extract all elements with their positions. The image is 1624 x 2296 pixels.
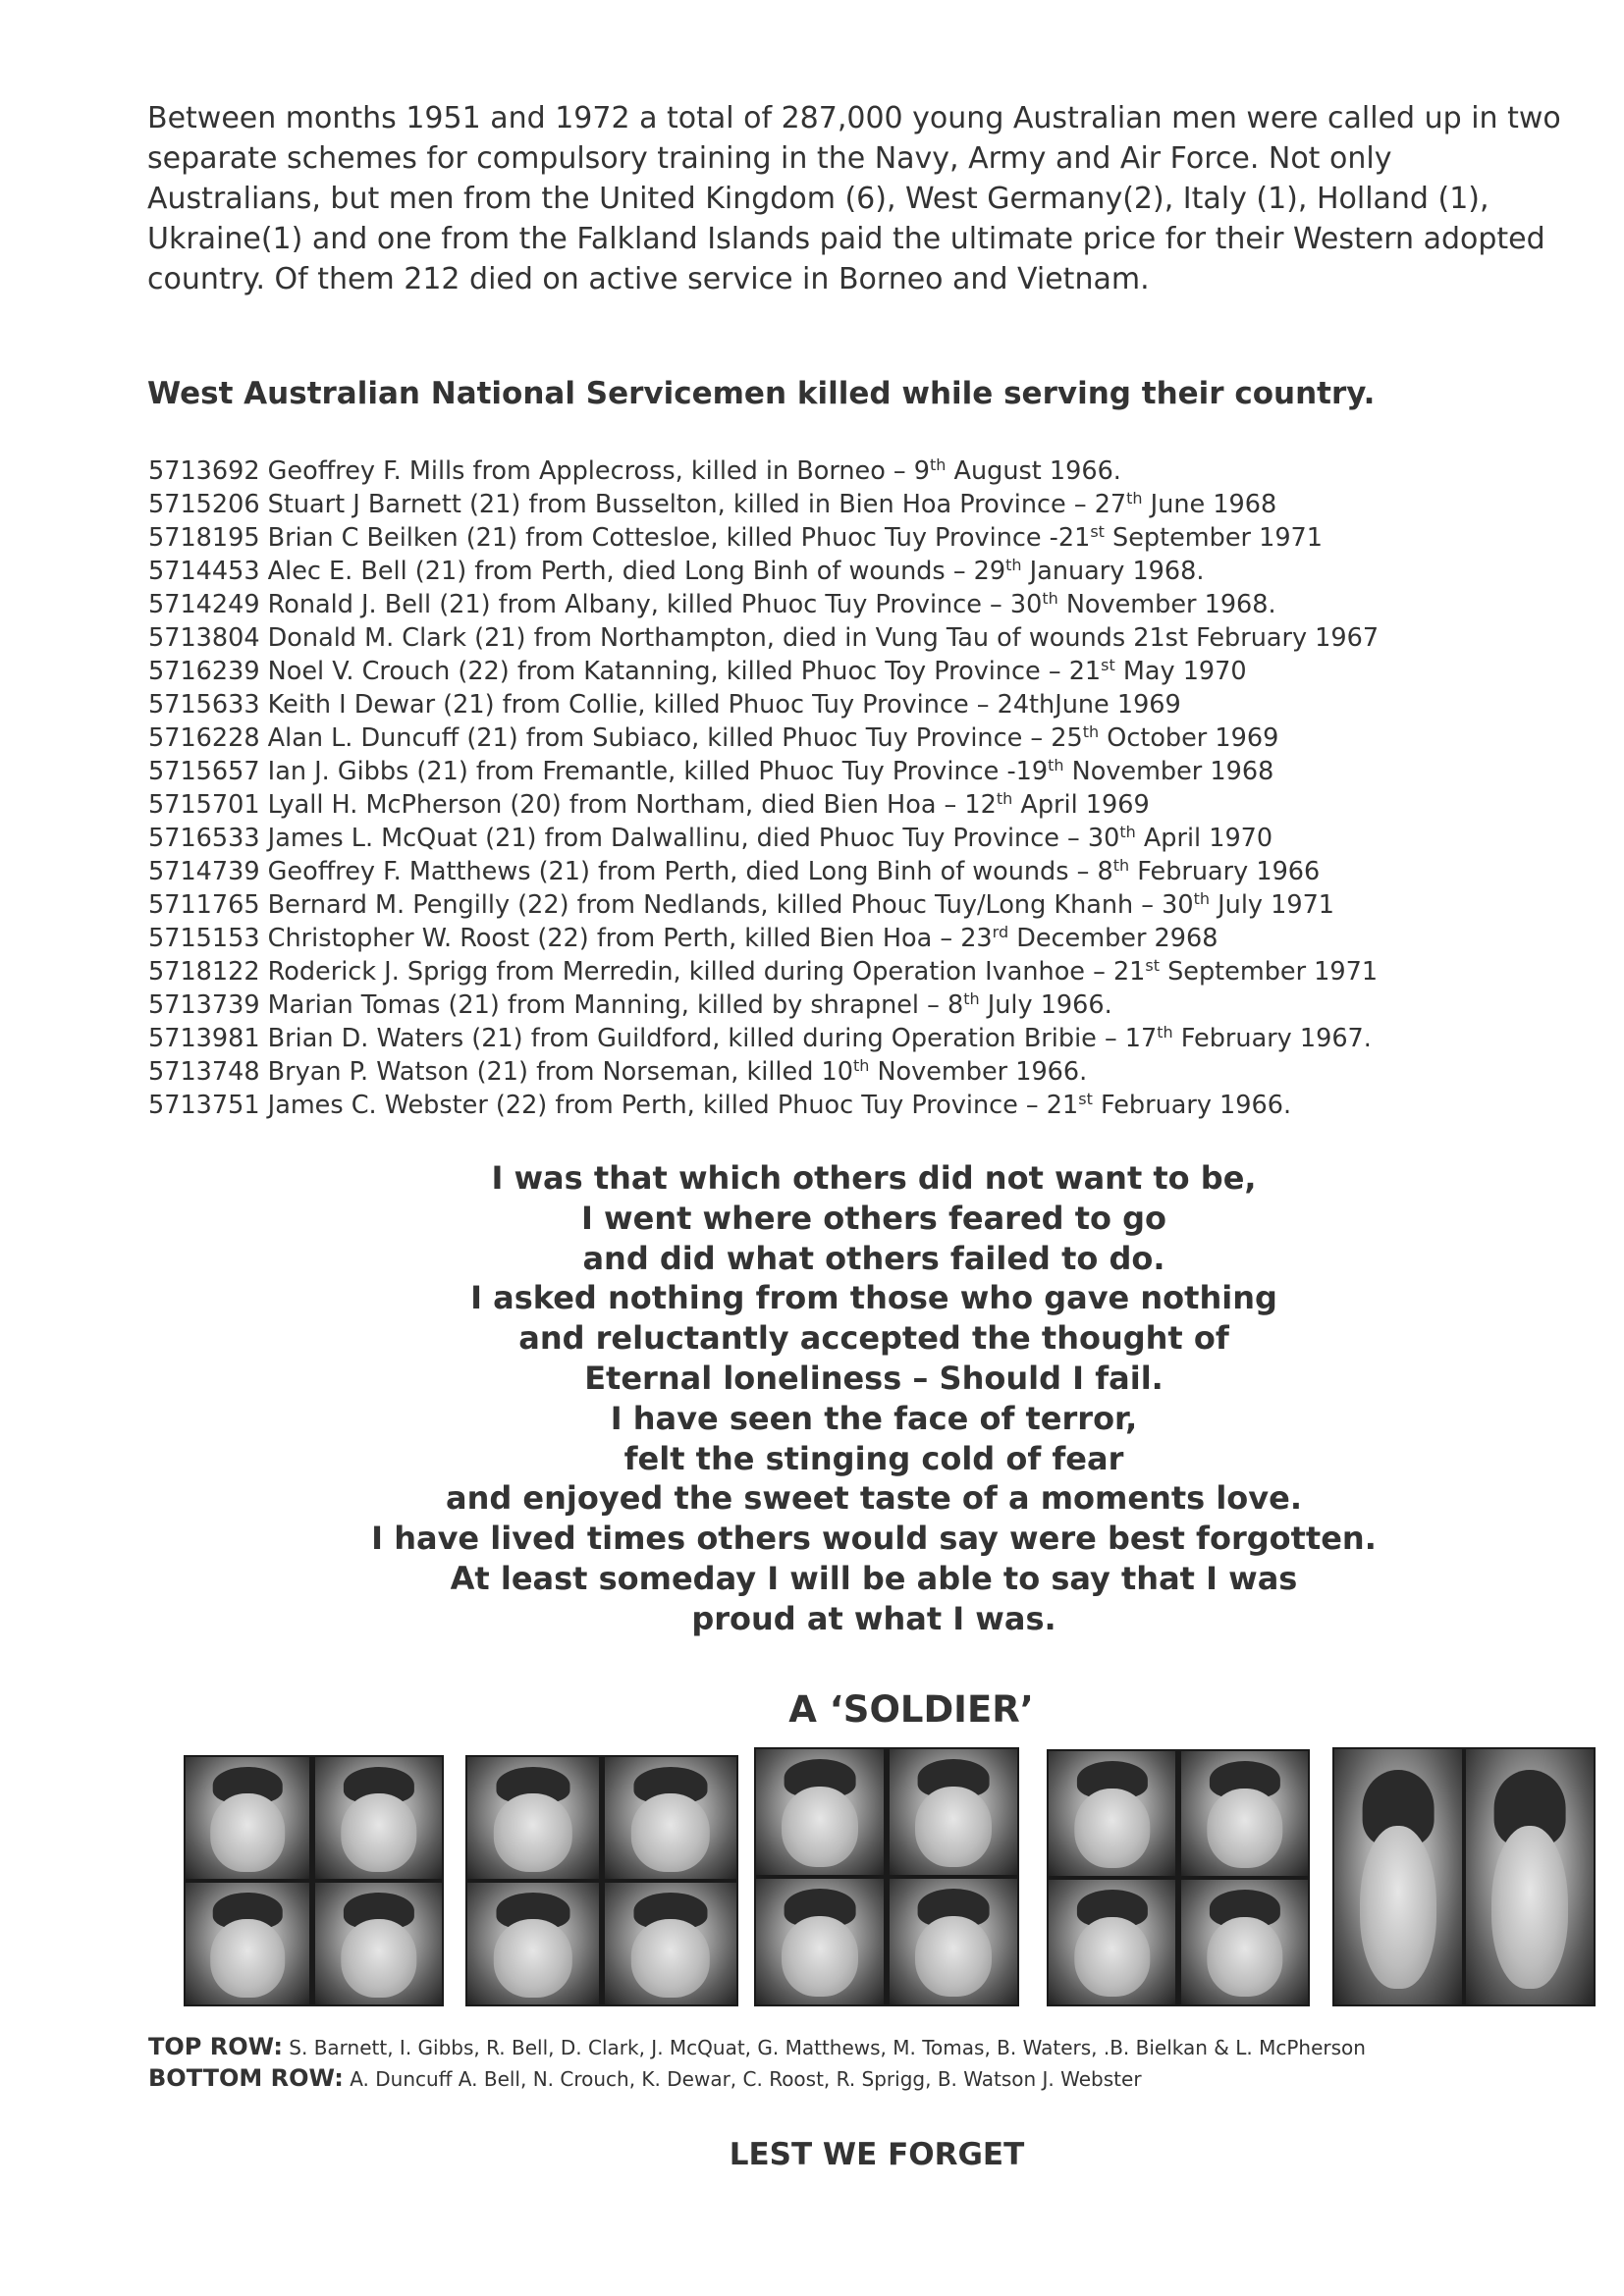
portrait-photo [890,1879,1017,2004]
poem-line: and did what others failed to do. [582,1239,1165,1277]
caption-label: BOTTOM ROW: [148,2064,344,2092]
roll-entry: 5715153 Christopher W. Roost (22) from Perth, killed Bien Hoa – 23rd December 2968 [148,923,1218,953]
poem-line: At least someday I will be able to say that I was [450,1559,1298,1597]
poem [0,1158,1624,1639]
poem-line: and reluctantly accepted the thought of [518,1319,1229,1358]
poem-title: A ‘SOLDIER’ [788,1688,1034,1731]
section-heading: West Australian National Servicemen killed while serving their country. [147,376,1376,411]
poem-line: I asked nothing from those who gave nothing [470,1279,1277,1317]
portrait-gallery [0,1739,1624,2024]
top-row-caption [148,2033,1366,2060]
portrait-photo [315,1883,442,2004]
poem-line: I was that which others did not want to be, [491,1159,1257,1197]
servicemen-roll [148,454,1582,1122]
portrait-photo [315,1757,442,1879]
roll-entry: 5716533 James L. McQuat (21) from Dalwallinu, died Phuoc Tuy Province – 30th April 1970 [148,823,1273,853]
portrait-photo [1181,1880,1308,2004]
poem-line: I went where others feared to go [581,1199,1166,1237]
caption-label: TOP ROW: [148,2033,283,2060]
closing-line: LEST WE FORGET [729,2137,1025,2172]
portrait-photo [1049,1880,1175,2004]
portrait-photo [1466,1749,1594,2004]
roll-entry: 5713751 James C. Webster (22) from Perth, killed Phuoc Tuy Province – 21st February 1966. [148,1090,1292,1120]
portrait-photo [467,1757,599,1879]
portrait-photo [1049,1751,1175,1876]
portrait-photo [605,1883,736,2004]
photo-group-4 [1047,1749,1310,2006]
portrait-photo [890,1749,1017,1875]
poem-line: Eternal loneliness – Should I fail. [584,1359,1164,1397]
poem-line: I have seen the face of terror, [610,1399,1138,1437]
portrait-photo [186,1757,309,1879]
poem-line: proud at what I was. [691,1599,1056,1637]
photo-group-1 [184,1755,444,2006]
roll-entry: 5715206 Stuart J Barnett (21) from Busselton, killed in Bien Hoa Province – 27th June 1968 [148,489,1277,519]
roll-entry: 5716239 Noel V. Crouch (22) from Katanning, killed Phuoc Toy Province – 21st May 1970 [148,656,1247,686]
caption-names: S. Barnett, I. Gibbs, R. Bell, D. Clark, J. McQuat, G. Matthews, M. Tomas, B. Waters, .B. Bielkan & L. McPherson [289,2036,1366,2059]
photo-group-5 [1332,1747,1596,2006]
portrait-photo [467,1883,599,2004]
caption-names: A. Duncuff A. Bell, N. Crouch, K. Dewar, C. Roost, R. Sprigg, B. Watson J. Webster [350,2067,1142,2091]
roll-entry: 5714739 Geoffrey F. Matthews (21) from Perth, died Long Binh of wounds – 8th February 1966 [148,856,1321,886]
roll-entry: 5713739 Marian Tomas (21) from Manning, killed by shrapnel – 8th July 1966. [148,989,1112,1020]
roll-entry: 5713804 Donald M. Clark (21) from Northampton, died in Vung Tau of wounds 21st February 1967 [148,623,1380,653]
portrait-photo [1181,1751,1308,1876]
roll-entry: 5713981 Brian D. Waters (21) from Guildford, killed during Operation Bribie – 17th February 1967. [148,1023,1372,1053]
photo-group-2 [465,1755,738,2006]
roll-entry: 5715657 Ian J. Gibbs (21) from Fremantle, killed Phuoc Tuy Province -19th November 1968 [148,756,1274,786]
roll-entry: 5715633 Keith I Dewar (21) from Collie, killed Phuoc Tuy Province – 24thJune 1969 [148,690,1181,720]
portrait-photo [1334,1749,1462,2004]
poem-line: and enjoyed the sweet taste of a moments love. [445,1479,1302,1518]
roll-entry: 5716228 Alan L. Duncuff (21) from Subiaco, killed Phuoc Tuy Province – 25th October 1969 [148,722,1279,753]
roll-entry: 5711765 Bernard M. Pengilly (22) from Nedlands, killed Phouc Tuy/Long Khanh – 30th July 1971 [148,889,1335,920]
roll-entry: 5714249 Ronald J. Bell (21) from Albany, killed Phuoc Tuy Province – 30th November 1968. [148,589,1276,619]
bottom-row-caption [148,2064,1142,2092]
portrait-photo [605,1757,736,1879]
portrait-photo [756,1879,884,2004]
roll-entry: 5713748 Bryan P. Watson (21) from Norseman, killed 10th November 1966. [148,1056,1088,1087]
portrait-photo [186,1883,309,2004]
intro-paragraph: Between months 1951 and 1972 a total of 287,000 young Australian men were called up in two separate schemes for compulsory training in the Navy, Army and Air Force. Not only Australians, but men from the United Kingdom (6), West Germany(2), Italy (1), Holland (1), Ukraine(1) and one from the Falkland Islands paid the ultimate price for their Western adopted country. Of them 212 died on active service in Borneo and Vietnam. [147,101,1561,296]
roll-entry: 5715701 Lyall H. McPherson (20) from Northam, died Bien Hoa – 12th April 1969 [148,789,1150,820]
roll-entry: 5713692 Geoffrey F. Mills from Applecross, killed in Borneo – 9th August 1966. [148,455,1121,486]
roll-entry: 5714453 Alec E. Bell (21) from Perth, died Long Binh of wounds – 29th January 1968. [148,556,1205,586]
roll-entry: 5718195 Brian C Beilken (21) from Cottesloe, killed Phuoc Tuy Province -21st September 1971 [148,522,1323,553]
photo-group-3 [754,1747,1019,2006]
poem-line: felt the stinging cold of fear [623,1439,1124,1477]
poem-line: I have lived times others would say were best forgotten. [371,1520,1377,1558]
roll-entry: 5718122 Roderick J. Sprigg from Merredin, killed during Operation Ivanhoe – 21st September 1971 [148,956,1379,987]
portrait-photo [756,1749,884,1875]
